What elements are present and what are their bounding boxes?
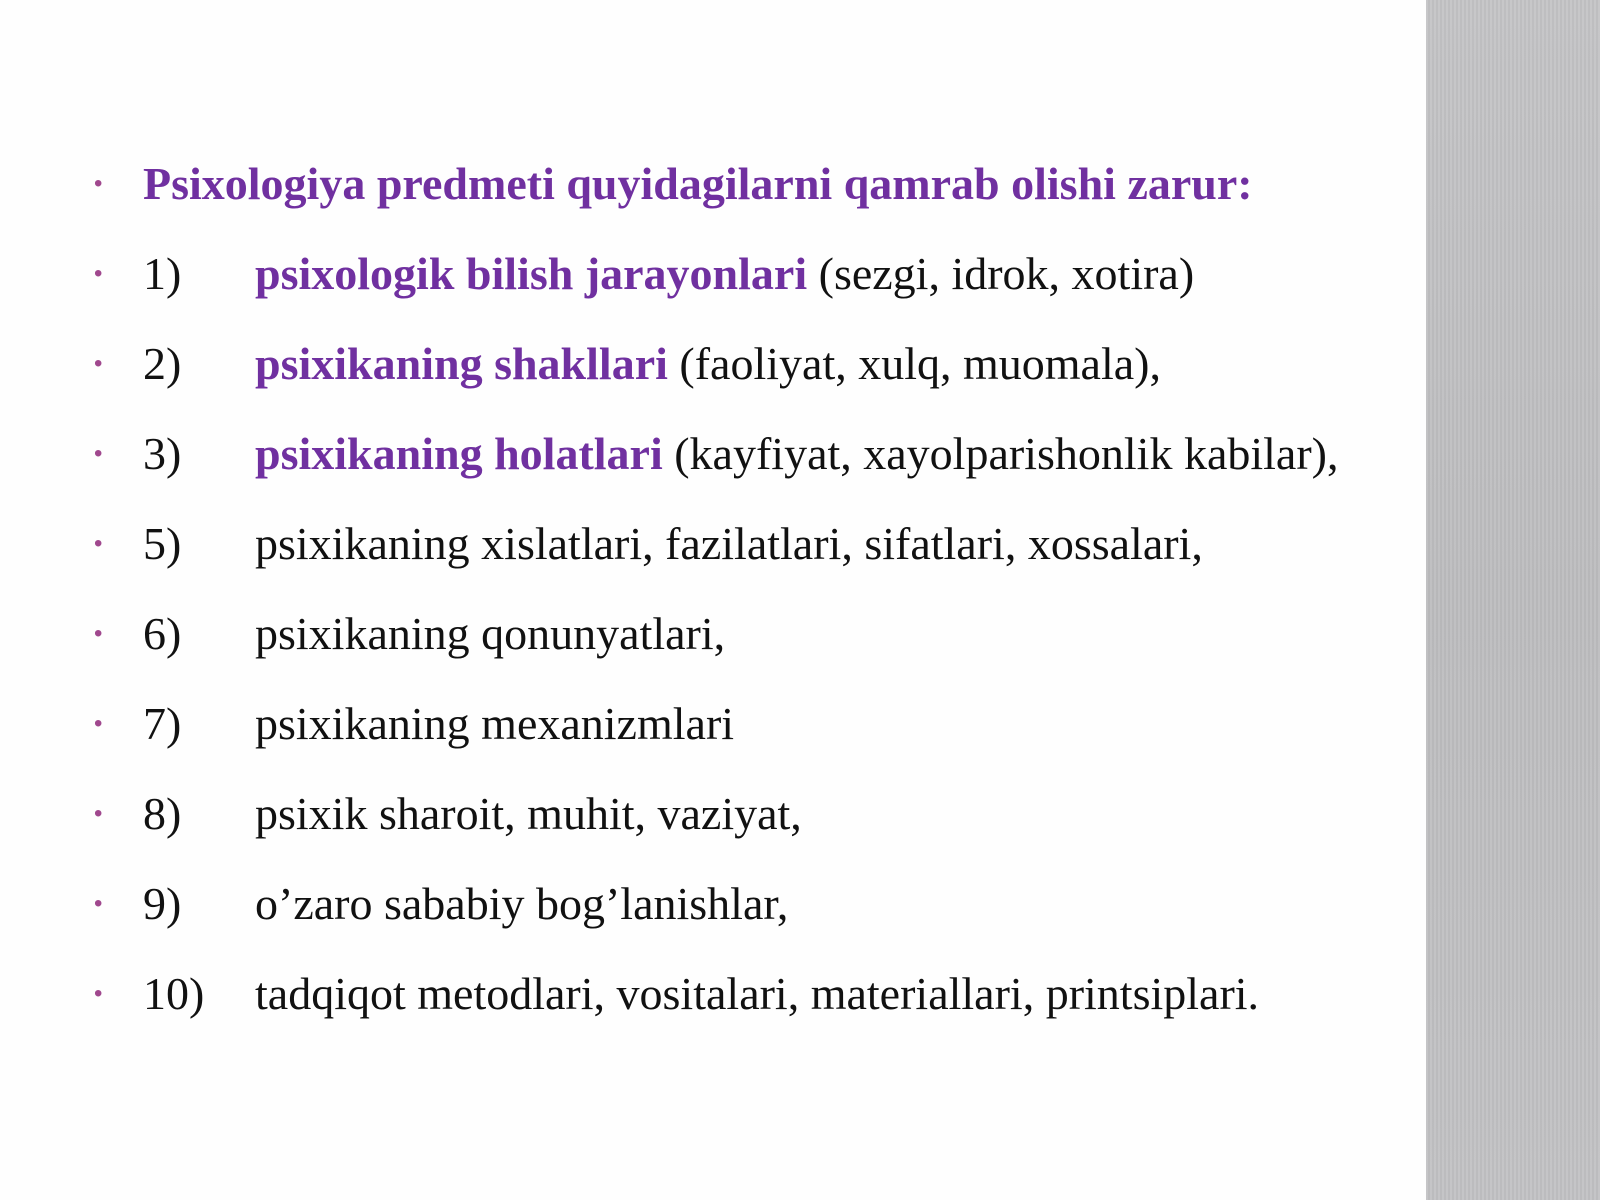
- bullet-icon: •: [94, 260, 103, 287]
- item-highlight: psixikaning shakllari: [255, 338, 668, 389]
- item-number: 2): [143, 338, 182, 389]
- list-item: [0, 514, 1426, 574]
- list-item: [0, 424, 1426, 484]
- item-detail: (faoliyat, xulq, muomala),: [667, 338, 1161, 389]
- item-number: 6): [143, 608, 182, 659]
- bullet-icon: •: [94, 530, 103, 557]
- item-number: 1): [143, 248, 182, 299]
- item-number: 10): [143, 968, 205, 1019]
- bullet-icon: •: [94, 800, 103, 827]
- bullet-icon: •: [94, 980, 103, 1007]
- item-highlight: psixologik bilish jarayonlari: [255, 248, 808, 299]
- item-detail: (sezgi, idrok, xotira): [807, 248, 1195, 299]
- slide-heading: Psixologiya predmeti quyidagilarni qamrab olishi zarur:: [143, 158, 1253, 209]
- list-item: [0, 604, 1426, 664]
- list-item: [0, 874, 1426, 934]
- list-item: [0, 694, 1426, 754]
- item-text: psixikaning mexanizmlari: [255, 698, 735, 749]
- item-text: [255, 244, 1194, 304]
- item-text: psixikaning xislatlari, fazilatlari, sifatlari, xossalari,: [255, 518, 1203, 569]
- decorative-side-band: [1426, 0, 1600, 1200]
- list-item: [0, 334, 1426, 394]
- item-highlight: psixikaning holatlari: [255, 428, 663, 479]
- bullet-icon: •: [94, 620, 103, 647]
- list-item: [0, 964, 1426, 1024]
- bullet-icon: •: [94, 890, 103, 917]
- item-text: tadqiqot metodlari, vositalari, materiallari, printsiplari.: [255, 968, 1260, 1019]
- bullet-icon: •: [94, 710, 103, 737]
- item-text: [255, 334, 1161, 394]
- list-item: [0, 244, 1426, 304]
- bullet-icon: •: [94, 170, 103, 197]
- list-item: [0, 784, 1426, 844]
- item-number: 3): [143, 428, 182, 479]
- bullet-icon: •: [94, 440, 103, 467]
- item-text: o’zaro sababiy bog’lanishlar,: [255, 878, 789, 929]
- item-number: 7): [143, 698, 182, 749]
- item-number: 8): [143, 788, 182, 839]
- item-text: psixikaning qonunyatlari,: [255, 608, 726, 659]
- item-detail: (kayfiyat, xayolparishonlik kabilar),: [662, 428, 1339, 479]
- item-text: [255, 424, 1338, 484]
- heading-row: [0, 154, 1426, 214]
- item-number: 5): [143, 518, 182, 569]
- item-number: 9): [143, 878, 182, 929]
- item-text: psixik sharoit, muhit, vaziyat,: [255, 788, 802, 839]
- bullet-icon: •: [94, 350, 103, 377]
